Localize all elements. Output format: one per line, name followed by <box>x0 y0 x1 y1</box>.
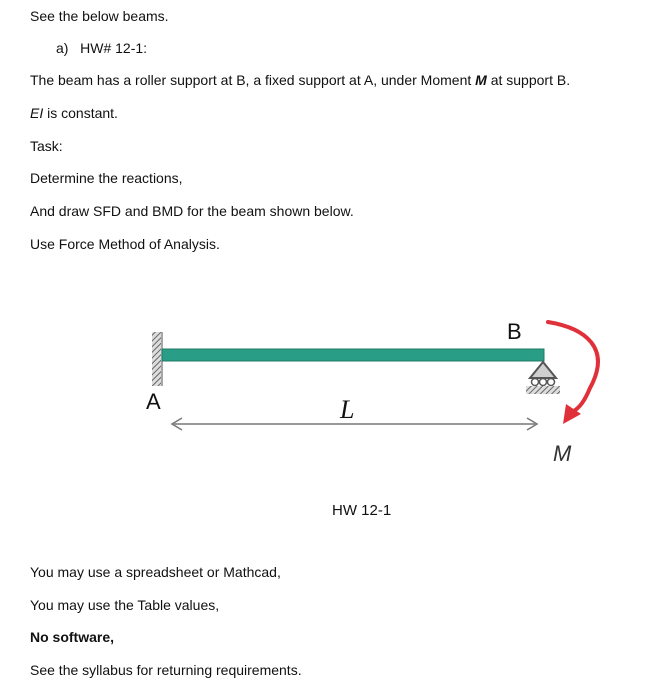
figure-caption: HW 12-1 <box>332 502 392 519</box>
note-line-1: You may use a spreadsheet or Mathcad, <box>30 564 281 580</box>
roller-support-triangle <box>530 362 556 378</box>
label-m: M <box>553 441 572 466</box>
label-b: B <box>507 319 522 344</box>
roller-ground <box>526 386 560 394</box>
roller-wheel <box>532 379 539 386</box>
label-l: L <box>340 395 355 424</box>
beam-diagram <box>0 300 646 480</box>
note-line-3: No software, <box>30 629 115 645</box>
problem-number: HW# 12-1: <box>80 40 148 56</box>
roller-wheel <box>548 379 555 386</box>
roller-wheel <box>540 379 547 386</box>
problem-label: a) <box>56 40 69 56</box>
ei-statement <box>30 105 118 121</box>
intro-text: See the below beams. <box>30 8 169 24</box>
ei-text: is constant. <box>43 105 118 121</box>
task-heading: Task: <box>30 138 63 154</box>
ei-symbol: EI <box>30 105 44 121</box>
statement-part1: The beam has a roller support at B, a fixed support at A, under Moment <box>30 72 476 88</box>
statement-moment: M <box>475 72 487 88</box>
task-line-1: Determine the reactions, <box>30 170 183 186</box>
beam <box>162 349 544 361</box>
problem-heading <box>56 40 147 56</box>
label-a: A <box>146 389 161 414</box>
note-line-4: See the syllabus for returning requirements. <box>30 662 302 678</box>
note-line-2: You may use the Table values, <box>30 597 220 613</box>
task-line-2: And draw SFD and BMD for the beam shown below. <box>30 203 354 219</box>
statement-part2: at support B. <box>486 72 571 88</box>
task-line-3: Use Force Method of Analysis. <box>30 236 220 252</box>
moment-arrow <box>548 322 598 412</box>
problem-statement <box>30 72 570 88</box>
fixed-support-wall <box>152 332 161 386</box>
